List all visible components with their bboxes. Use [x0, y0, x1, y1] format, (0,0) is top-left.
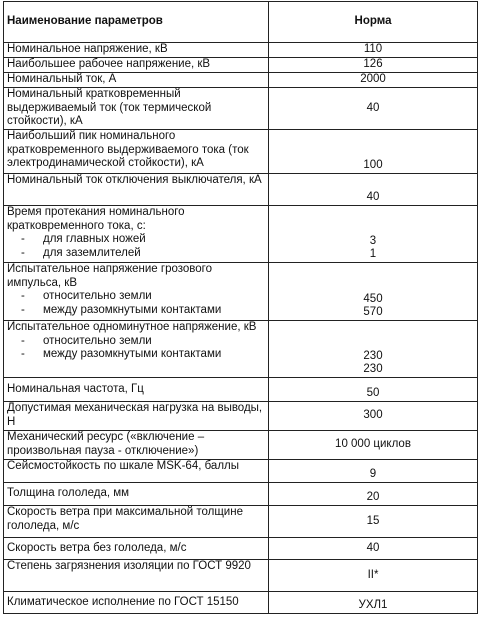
parameters-table: [3, 1, 478, 614]
table-row: [4, 483, 478, 506]
row-name: Скорость ветра без гололеда, м/с: [4, 538, 269, 560]
row-value: УХЛ1: [269, 592, 478, 614]
table-row: [4, 58, 478, 73]
row-sub-item: - для заземлителей: [7, 247, 265, 261]
table-row: [4, 73, 478, 88]
row-name: Наибольшее рабочее напряжение, кВ: [4, 58, 269, 73]
row-sub-value: 230: [363, 363, 383, 376]
table-row: [4, 174, 478, 206]
table-row: [4, 206, 478, 263]
row-name: Толщина гололеда, мм: [4, 483, 269, 506]
row-name: Номинальный ток, А: [4, 73, 269, 88]
row-value: 126: [269, 58, 478, 73]
row-sub-value: 450: [363, 292, 383, 305]
row-value: 40: [269, 88, 478, 130]
row-sub-item: - для главных ножей: [7, 233, 265, 247]
row-value: 20: [269, 483, 478, 506]
row-name: [4, 263, 269, 321]
row-sub-value: 3: [369, 234, 377, 247]
row-name: Номинальный ток отключения выключателя, кА: [4, 174, 269, 206]
table-row: [4, 130, 478, 174]
row-name: Скорость ветра при максимальной толщине гололеда, м/с: [4, 506, 269, 538]
row-sub-item: - между разомкнутыми контактами: [7, 348, 265, 362]
row-sub-value: 570: [363, 306, 383, 319]
table-row: [4, 43, 478, 58]
row-name: [4, 206, 269, 263]
row-sub-item: - между разомкнутыми контактами: [7, 304, 265, 318]
row-value: 40: [269, 538, 478, 560]
table-row: [4, 88, 478, 130]
table-header-row: [4, 2, 478, 43]
row-value: 10 000 циклов: [269, 431, 478, 460]
row-sub-value: 1: [369, 248, 377, 261]
table-row: [4, 592, 478, 614]
row-name: Наибольший пик номинального кратковременного выдерживаемого тока (ток электродинамической стойкости), кА: [4, 130, 269, 174]
header-name: Наименование параметров: [4, 2, 269, 43]
row-name: Механический ресурс («включение – произвольная пауза - отключение»): [4, 431, 269, 460]
row-name: Степень загрязнения изоляции по ГОСТ 9920: [4, 560, 269, 592]
table-row: [4, 378, 478, 402]
row-name-main: Испытательное напряжение грозового импульса, кВ: [7, 263, 213, 289]
row-name: Номинальная частота, Гц: [4, 378, 269, 402]
header-norm: Норма: [269, 2, 478, 43]
row-value: 15: [269, 506, 478, 538]
table-row: [4, 431, 478, 460]
table-row: [4, 506, 478, 538]
row-sub-item: - относительно земли: [7, 290, 265, 304]
row-value: [269, 263, 478, 321]
row-value: [269, 206, 478, 263]
table-row: [4, 402, 478, 431]
row-value: 40: [269, 174, 478, 206]
table-row: [4, 263, 478, 321]
row-value: 9: [269, 460, 478, 483]
row-value: 110: [269, 43, 478, 58]
row-sub-item: - относительно земли: [7, 335, 265, 349]
row-name: Допустимая механическая нагрузка на выводы, Н: [4, 402, 269, 431]
row-value: 50: [269, 378, 478, 402]
row-name-main: Время протекания номинального кратковременного тока, с:: [7, 206, 185, 232]
row-name: [4, 321, 269, 378]
row-name: Сейсмостойкость по шкале MSK-64, баллы: [4, 460, 269, 483]
row-value: 100: [269, 130, 478, 174]
row-value: [269, 321, 478, 378]
row-sub-value: 230: [363, 349, 383, 362]
row-name: Номинальное напряжение, кВ: [4, 43, 269, 58]
row-name: Номинальный кратковременный выдерживаемый ток (ток термической стойкости), кА: [4, 88, 269, 130]
row-value: 2000: [269, 73, 478, 88]
table-row: [4, 321, 478, 378]
table-row: [4, 460, 478, 483]
row-name-main: Испытательное одноминутное напряжение, кВ: [7, 321, 257, 333]
row-name: Климатическое исполнение по ГОСТ 15150: [4, 592, 269, 614]
table-row: [4, 538, 478, 560]
row-value: II*: [269, 560, 478, 592]
table-row: [4, 560, 478, 592]
row-value: 300: [269, 402, 478, 431]
